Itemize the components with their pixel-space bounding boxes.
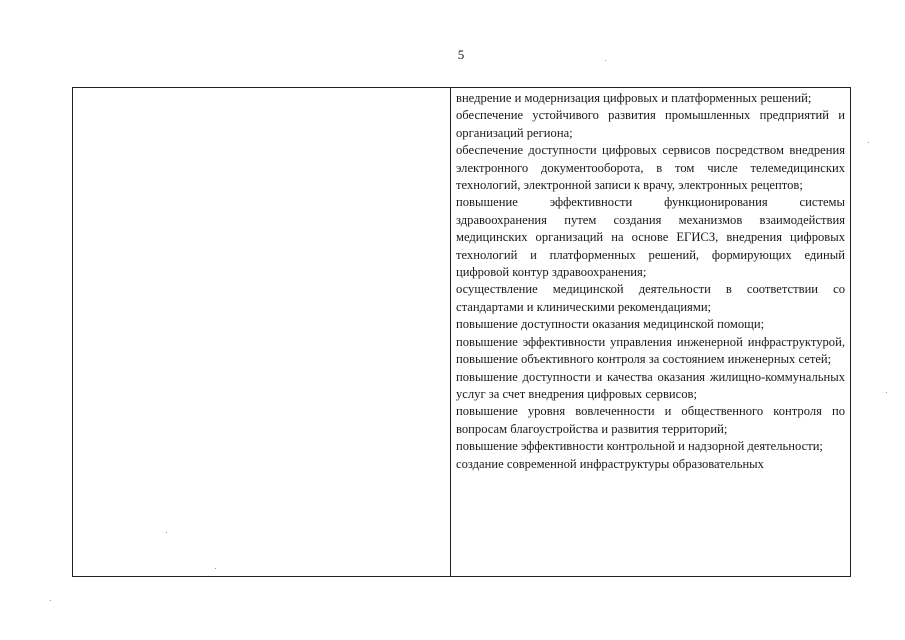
scan-speck [50,600,51,601]
table-left-cell [73,88,451,576]
scan-speck [166,532,167,533]
scan-speck [886,392,887,393]
document-table [72,87,851,577]
page-number: 5 [457,47,465,62]
table-right-cell [451,88,850,576]
scan-speck [605,60,606,61]
list-item: повышение эффективности функционирования системы здравоохранения путем создания механизмов взаимодействия медицинских организаций на основе ЕГИСЗ, внедрения цифровых технологий и платформенных решений, формирующих единый цифровой контур здравоохранения; [456,195,845,280]
list-item: создание современной инфраструктуры образовательных [456,456,764,471]
list-item: повышение доступности и качества оказания жилищно-коммунальных услуг за счет внедрения цифровых сервисов; [456,369,845,401]
scan-speck [215,568,216,569]
list-item: повышение уровня вовлеченности и общественного контроля по вопросам благоустройства и развития территорий; [456,404,845,436]
list-item: повышение эффективности контрольной и надзорной деятельности; [456,439,823,454]
list-item: обеспечение доступности цифровых сервисов посредством внедрения электронного документооборота, в том числе телемедицинских технологий, электронной записи к врачу, электронных рецептов; [456,143,845,193]
list-item: внедрение и модернизация цифровых и платформенных решений; [456,91,812,105]
list-item: осуществление медицинской деятельности в соответствии со стандартами и клиническими рекомендациями; [456,282,845,314]
list-item: повышение доступности оказания медицинской помощи; [456,317,765,332]
list-item: повышение эффективности управления инженерной инфраструктурой, повышение объективного контроля за состоянием инженерных сетей; [456,334,845,367]
scan-speck [868,142,869,143]
list-item: обеспечение устойчивого развития промышленных предприятий и организаций региона; [456,108,845,140]
goals-list [451,88,850,473]
